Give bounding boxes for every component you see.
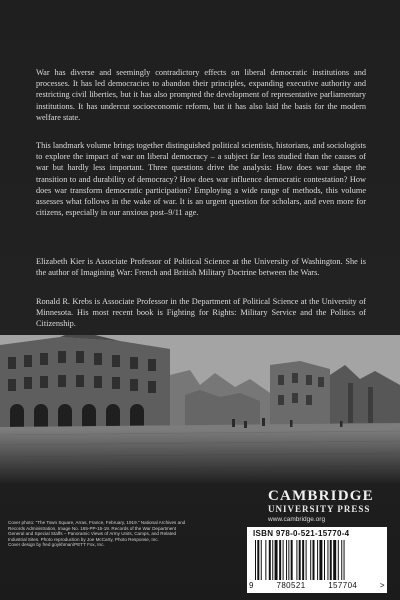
author-bio-kier: Elizabeth Kier is Associate Professor of Political Science at the University of Washington. She is the author of Imagining War: French and British Military Doctrine between the Wars. [36, 257, 366, 278]
description-paragraph-1: War has diverse and seemingly contradictory effects on liberal democratic institutions and processes. It has led democracies to abandon their principles, expanding executive authority and restricting civil liberties, but it has also prompted the development of representative parliamentary institutions. It has undercut socioeconomic reform, but it has also laid the basis for the modern welfare state. [36, 68, 366, 122]
isbn-text: ISBN 978-0-521-15770-4 [253, 529, 350, 538]
design-credit: Cover design by fred goykhman/PETT Fox, Inc. [8, 542, 105, 548]
photo-credit: Cover photo: "The Town Square, Arras, France, February, 1919." National Archives and Records Administration, Image No. 165-PP-15-19. Records of the War Department General and Special Staffs – Panoramic Views of Army Units, Camps, and Related Industrial Sites. Photo reproduction by Joe McCarty, Photo Response, Inc. [8, 520, 186, 542]
author-bio-krebs: Ronald R. Krebs is Associate Professor in the Department of Political Science at the University of Minnesota. His most recent book is Fighting for Rights: Military Service and the Politics of Citizenship. [36, 297, 366, 329]
cover-credits [8, 520, 193, 548]
publisher-subtitle: UNIVERSITY PRESS [268, 504, 371, 514]
description-paragraph-2: This landmark volume brings together distinguished political scientists, historians, and sociologists to explore the impact of war on liberal democracy – a subject far less studied than the causes of war but hardly less important. Three questions drive the analysis: How does war shape the transition to and durability of democracy? How does war influence democratic contestation? How does war transform democratic participation? Employing a wide range of methods, this volume assesses what follows in the wake of war. It is an urgent question for scholars, and even more for citizens, especially in our anxious post–9/11 age. [36, 141, 366, 218]
barcode-digit-group-2: 157704 [328, 581, 358, 590]
barcode [247, 527, 387, 593]
publisher-logo [268, 489, 388, 524]
photo-fade [0, 430, 400, 485]
barcode-suffix: > [379, 581, 385, 590]
barcode-digit-prefix: 9 [249, 581, 254, 590]
barcode-digit-group-1: 780521 [276, 581, 306, 590]
barcode-bars [255, 540, 379, 580]
town-square-photo [0, 335, 400, 485]
barcode-digits [249, 581, 385, 590]
publisher-url: www.cambridge.org [268, 516, 326, 523]
publisher-name: CAMBRIDGE [268, 488, 374, 504]
